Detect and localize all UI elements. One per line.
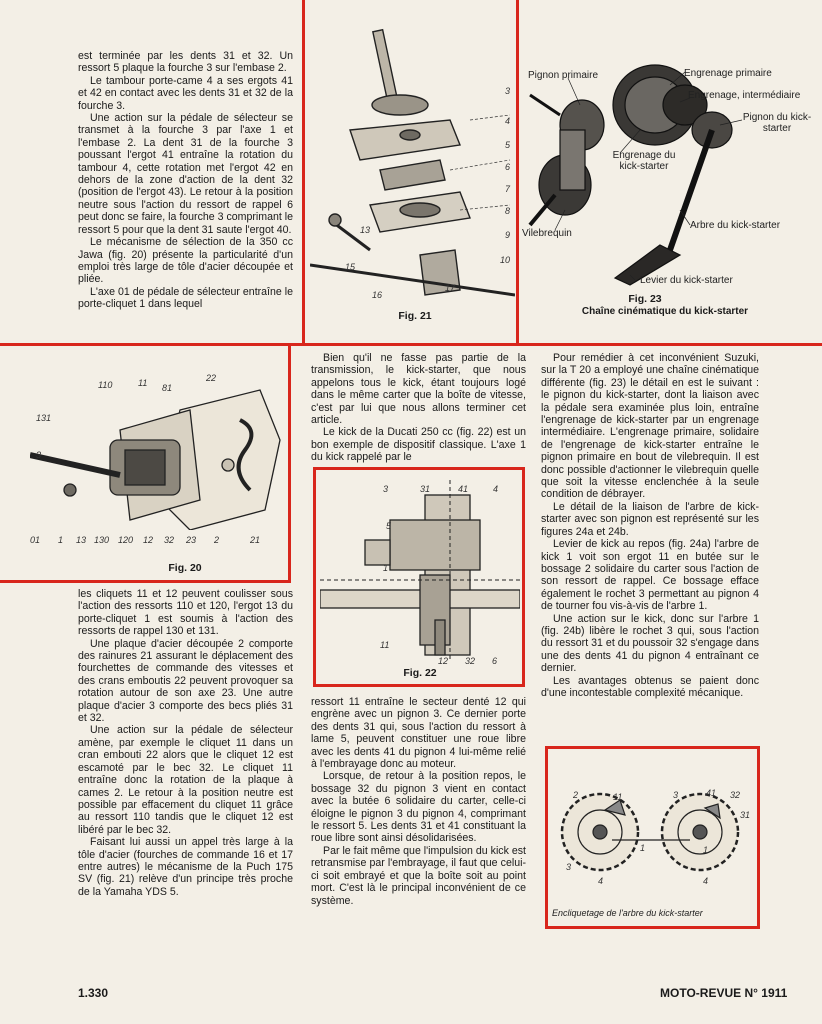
- fig23-label-engrenage-primaire: Engrenage primaire: [684, 68, 772, 79]
- paragraph: Levier de kick au repos (fig. 24a) l'arbre de kick 1 voit son ergot 11 en butée sur le bossage 2 solidaire du carter sous l'action de son ressort de rappel. Ce bossage efface également le rochet 3 permettant au pignon 4 de tourner fou vis-à-vis de l'arbre 1.: [541, 538, 759, 613]
- paragraph: est terminée par les dents 31 et 32. Un ressort 5 plaque la fourche 3 sur l'embase 2.: [78, 50, 293, 75]
- paragraph: ressort 11 entraîne le secteur denté 12 qui engrène avec un pignon 3. Ce dernier porte des dents 31 qui, sous l'action du ressort à lame 5, peuvent constituer une roue libre avec les dents 41 du pignon 4 lui-même relié à l'embrayage donc au moteur.: [311, 696, 526, 771]
- fig22-callout: 4: [493, 484, 499, 494]
- paragraph: Par le fait même que l'impulsion du kick est retransmise par l'embrayage, il faut que celui-ci soit embrayé et que la boîte soit au point mort. C'est là le principal inconvénient de ce système.: [311, 844, 526, 907]
- fig21-illustration: [310, 20, 515, 310]
- rule-fig20-bottom: [0, 580, 291, 583]
- fig21-callout: 16: [372, 290, 383, 300]
- paragraph: Pour remédier à cet inconvénient Suzuki, sur la T 20 a employé une chaîne cinématique différente (fig. 23) le détail en est le suivant : le pignon du kick-starter, dont la liaison avec la pédale sera examinée plus loin, entraîne l'engrenage de kick-starter par un engrenage intermédiaire. L'engrenage primaire, solidaire de l'engrenage de kick-starter entraîne le pignon primaire en bout de vilebrequin. Il est donc possible d'actionner le vilebrequin quelle que soit la vitesse enclenchée à la seule condition de débrayer.: [541, 352, 759, 501]
- fig21-callout: 5: [505, 140, 511, 150]
- fig20-callout: 22: [206, 373, 217, 383]
- fig20-callout: 32: [164, 535, 175, 545]
- paragraph: Le kick de la Ducati 250 cc (fig. 22) est un bon exemple de dispositif classique. L'axe 1 du kick rappelé par le: [311, 426, 526, 464]
- rule-horizontal: [0, 343, 822, 346]
- fig20-callout: 3: [36, 450, 42, 460]
- fig24-caption: Encliquetage de l'arbre du kick-starter: [552, 908, 703, 918]
- fig23-label-pignon-kick-text: Pignon du kick-starter: [742, 112, 812, 134]
- fig20-callout: 131: [36, 413, 52, 423]
- fig22-callout: 32: [465, 656, 476, 666]
- fig23-label-engrenage-kick: [604, 150, 684, 172]
- fig21-callout: 4: [505, 116, 511, 126]
- fig20-callout: 110: [98, 380, 113, 390]
- paragraph: Les avantages obtenus se paient donc d'une incontestable complexité mécanique.: [541, 674, 759, 699]
- fig20-callout: 11: [138, 378, 148, 388]
- paragraph: L'axe 01 de pédale de sélecteur entraîne le porte-cliquet 1 dans lequel: [78, 285, 293, 311]
- fig21-callout: 3: [505, 86, 511, 96]
- fig20-callout: 13: [76, 535, 87, 545]
- fig20-callout: 01: [30, 535, 41, 545]
- paragraph: Bien qu'il ne fasse pas partie de la transmission, le kick-starter, que nous appelons tous le kick, étant toujours logé dans le même carter que la boîte de vitesse, c'est par lui que nous allons terminer cet article.: [311, 352, 526, 427]
- fig20-callout: 120: [118, 535, 134, 545]
- fig20-title: Fig. 20: [168, 562, 202, 574]
- fig20-callout: 81: [162, 383, 173, 393]
- fig22-callout: 6: [492, 656, 498, 666]
- rule-fig20-right: [288, 343, 291, 583]
- fig23-label-pignon-kick: [742, 112, 812, 134]
- fig20-callout: 1: [58, 535, 64, 545]
- fig23-label-engrenage-intermediaire: Engrenage, intermédiaire: [688, 90, 801, 101]
- page-number: 1.330: [78, 986, 109, 1000]
- fig24-callout: 32: [730, 790, 741, 800]
- paragraph: Une action sur la pédale de sélecteur amène, par exemple le cliquet 11 dans un cran embouti 22 alors que le cliquet 12 est escamoté par le bec 32. Le cliquet 11 entraîne donc la rotation de la plaque à cames 2. Le retour à la position neutre est possible par effacement du cliquet 11 grâce au ressort 110 tandis que le cliquet 12 est libéré par le bec 32.: [78, 724, 293, 836]
- fig23-label-pignon-primaire: Pignon primaire: [528, 70, 599, 81]
- fig23-label-vilebrequin: Vilebrequin: [522, 228, 572, 239]
- fig21-callout: 8: [505, 206, 511, 216]
- fig23-label-arbre-kick: Arbre du kick-starter: [690, 220, 781, 231]
- fig22-callout: 41: [458, 484, 469, 494]
- fig22-callout: 3: [383, 484, 389, 494]
- fig23-title: Fig. 23: [628, 293, 662, 305]
- fig20-callout: 21: [250, 535, 261, 545]
- fig21-callout: 7: [505, 184, 511, 194]
- fig24-callout: 2: [573, 790, 579, 800]
- fig23-label-levier-kick: Levier du kick-starter: [640, 275, 733, 286]
- fig22-callout: 1: [383, 563, 389, 573]
- fig21-callout: 17: [445, 283, 456, 293]
- fig22-callout: 5: [386, 521, 392, 531]
- fig22-callout: 12: [438, 656, 449, 666]
- fig21-callout: 9: [505, 230, 511, 240]
- fig20-callout: 12: [143, 535, 154, 545]
- fig20-callout: 2: [214, 535, 220, 545]
- column1-top: [78, 50, 293, 311]
- paragraph: Une action sur le kick, donc sur l'arbre 1 (fig. 24b) libère le rochet 3 qui, sous l'action du ressort 31 et du poussoir 32 s'engage dans une des dents 41 du pignon 4 entraînant ce dernier.: [541, 612, 759, 675]
- fig22-title: Fig. 22: [403, 667, 437, 679]
- fig22-illustration: [320, 480, 520, 660]
- magazine-name: [660, 986, 787, 1000]
- fig21-callout: 13: [360, 225, 371, 235]
- column1-bottom: [78, 588, 293, 898]
- fig24-callout: 41: [706, 788, 717, 798]
- fig20-illustration: [30, 380, 285, 530]
- fig24-callout: 1: [640, 843, 646, 853]
- paragraph: les cliquets 11 et 12 peuvent coulisser sous l'action des ressorts 110 et 120, l'ergot 13 du porte-cliquet 1 est soumis à l'action des ressorts de rappel 130 et 131.: [78, 588, 293, 638]
- paragraph: Une action sur la pédale de sélecteur se transmet à la fourche 3 par l'axe 1 et l'embase 2. La dent 31 de la fourche 3 poussant l'ergot 41 entraîne la rotation du tambour 4, cette rotation met l'ergot 42 en dehors de la zone d'action de la dent 32 (position de l'ergot 43). Le retour à la position neutre sous l'action du ressort de rappel 6 peut donc se faire, la fourche 3 comprimant le ressort 5 pour que la dent 31 saute l'ergot 40.: [78, 112, 293, 236]
- fig24-callout: 11: [613, 792, 623, 802]
- magazine-title: MOTO-REVUE: [660, 986, 742, 1000]
- fig22-callout: 31: [420, 484, 431, 494]
- fig21-callout: 10: [500, 255, 511, 265]
- paragraph: Le détail de la liaison de l'arbre de kick-starter avec son pignon est représenté sur les figures 24a et 24b.: [541, 500, 759, 538]
- column3: [541, 352, 759, 699]
- fig23-label-engrenage-kick-text: Engrenage du kick-starter: [612, 150, 676, 172]
- fig24-illustration: [550, 770, 755, 890]
- fig24-callout: 4: [703, 876, 709, 886]
- fig21-callout: 15: [345, 262, 356, 272]
- fig24-callout: 3: [673, 790, 679, 800]
- paragraph: Faisant lui aussi un appel très large à la tôle d'acier (fourches de commande 16 et 17 entre autres) le mécanisme de la Puch 175 SV (fig. 21) relève d'un principe très proche de la Yamaha YDS 5.: [78, 836, 293, 898]
- fig21-callout: 6: [505, 162, 511, 172]
- fig20-callout: 23: [186, 535, 197, 545]
- fig23-caption: Chaîne cinématique du kick-starter: [581, 306, 749, 317]
- paragraph: Une plaque d'acier découpée 2 comporte des rainures 21 assurant le déplacement des fourchettes de commande des vitesses et des crans emboutis 22 peuvent provoquer sa rotation autour de son axe 23. Une autre plaque d'acier 3 comporte des becs pliés 31 et 32.: [78, 637, 293, 725]
- paragraph: Le tambour porte-came 4 a ses ergots 41 et 42 en contact avec les dents 31 et 32 de la fourche 3.: [78, 74, 293, 112]
- column2-top: [311, 352, 526, 464]
- column2-bottom: [311, 696, 526, 907]
- fig24-callout: 3: [566, 862, 572, 872]
- fig24-callout: 1: [703, 845, 709, 855]
- fig22-callout: 11: [380, 640, 390, 650]
- paragraph: Lorsque, de retour à la position repos, le bossage 32 du pignon 3 vient en contact avec la butée 6 solidaire du carter, celle-ci éloigne le pignon 3 du pignon 4, comprimant le ressort 5. Les dents 31 et 41 constituant la roue libre sont ainsi désolidarisées.: [311, 770, 526, 845]
- rule-vertical-right: [516, 0, 519, 344]
- fig24-callout: 4: [598, 876, 604, 886]
- fig20-callout: 130: [94, 535, 110, 545]
- paragraph: Le mécanisme de sélection de la 350 cc Jawa (fig. 20) présente la particularité d'un emploi très large de tôle d'acier découpée et pliée.: [78, 236, 293, 286]
- rule-vertical-left: [302, 0, 305, 344]
- fig24-callout: 31: [740, 810, 751, 820]
- issue-number: N° 1911: [744, 986, 788, 1000]
- fig21-title: Fig. 21: [398, 310, 432, 322]
